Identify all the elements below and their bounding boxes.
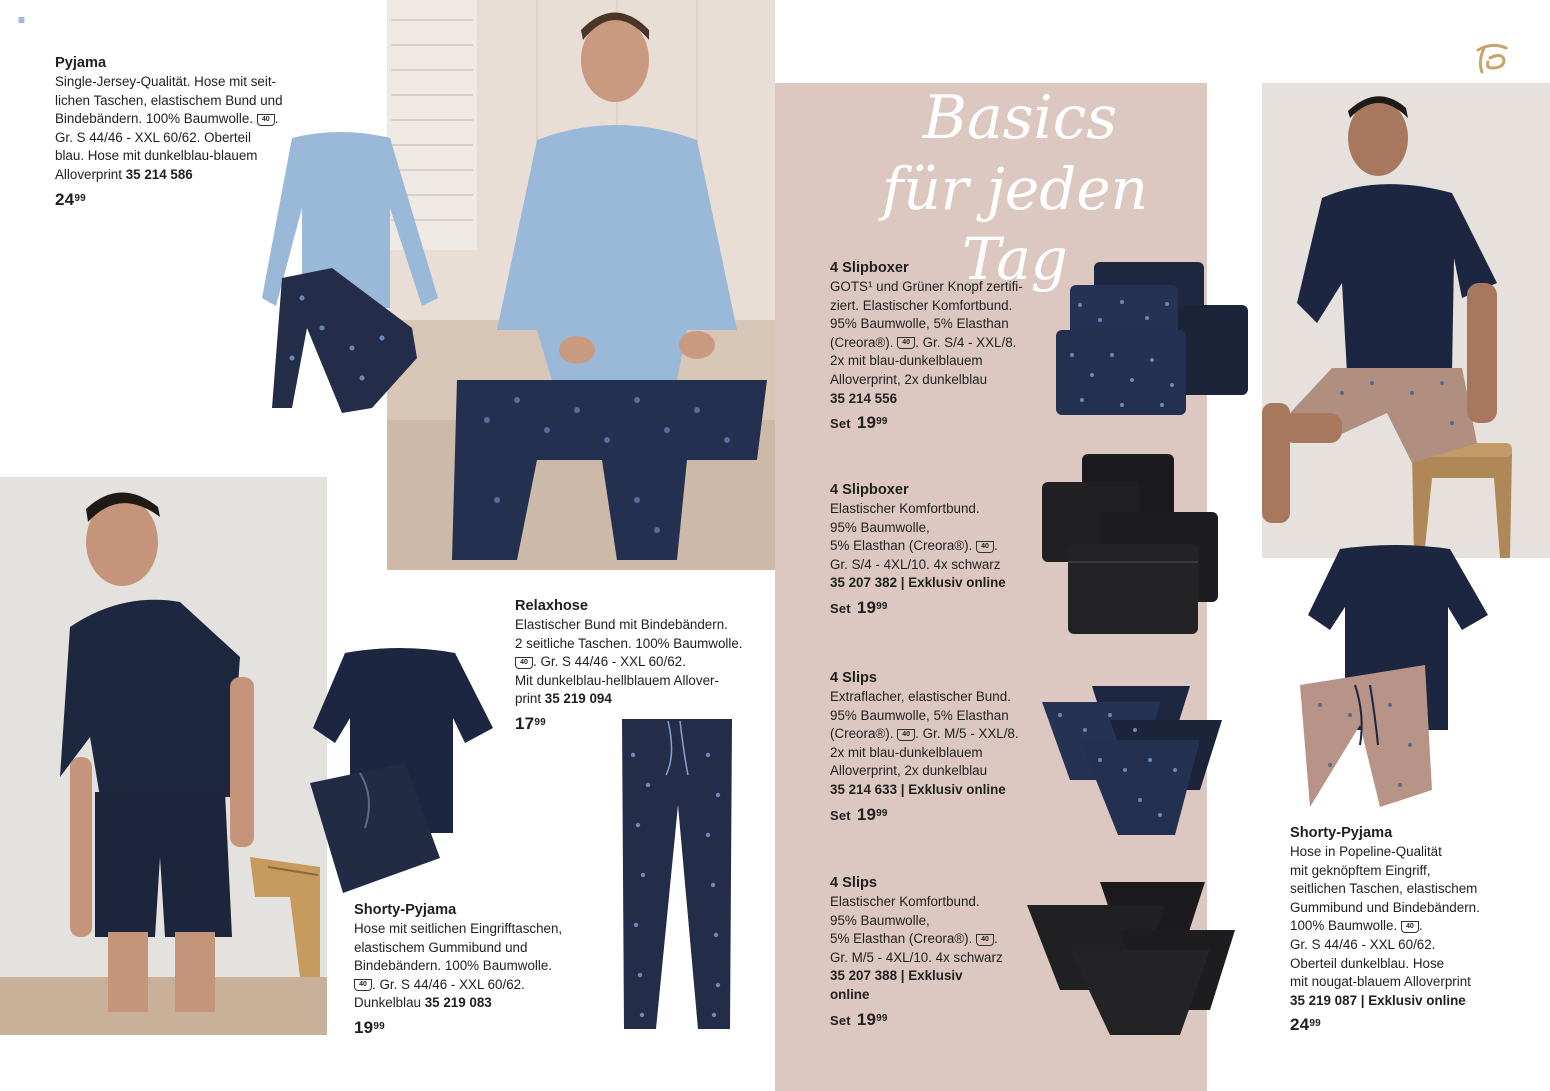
desc-line: (Creora®). [830,726,898,742]
price [830,599,1045,619]
desc-line: Alloverprint, 2x dunkelblau [830,763,988,779]
exclusive-online: Exklusiv online [908,781,1006,797]
product-pyjama: Pyjama Single-Jersey-Qualität. Hose mit seit- lichen Taschen, elastischem Bund und Bindebändern. 100% Baumwolle. 40 . Gr. S 44/46 - XXL 60/62. Oberteil blau. Hose mit dunkelblau-blauem Alloverprint 35 214 586 $24^{99}$ [55,53,295,209]
exclusive-online-cont: online [830,986,870,1002]
price [55,191,295,210]
product-title: 4 Slipboxer [830,482,909,498]
product-slips-2-image [1025,880,1237,1040]
price-cents: 99 [74,192,86,204]
desc-line: Elastischer Komfortbund. [830,894,980,909]
desc-line: 5% Elasthan (Creora®). [830,538,977,554]
article-number: 35 207 382 [830,575,898,591]
price-cents: 99 [534,716,546,728]
desc-line: 100% Baumwolle. [1290,918,1401,934]
article-number: 35 214 586 [125,166,193,182]
article-number: 35 214 556 [830,390,898,406]
price [830,806,1045,826]
product-slipboxer-2: 4 Slipboxer Elastischer Komfortbund. 95% Baumwolle, 5% Elasthan (Creora®). 40 . Gr. S/4 - 4XL/10. 4x schwarz 35 207 382 | Exklusiv online Set $19^{99}$ [830,480,1045,619]
product-shorty-flatlay-left [305,648,495,893]
desc-line: print [515,691,545,707]
wash-symbol-icon: 40 [976,934,994,946]
article-number: 35 207 388 [830,968,898,984]
price-cents: 99 [1309,1018,1321,1030]
price-cents: 99 [876,807,888,819]
desc-line: Gr. S 44/46 - XXL 60/62. [1290,936,1436,952]
desc-line: Oberteil dunkelblau. Hose [1290,955,1445,971]
desc-line: Gr. M/5 - 4XL/10. 4x schwarz [830,949,1003,965]
product-relaxhose [515,596,765,734]
product-title: 4 Slips [830,875,878,891]
article-number: 35 219 083 [424,995,492,1011]
desc-line: mit nougat-blauem Alloverprint [1290,974,1471,990]
photo-man-shorty [0,477,327,1035]
basics-heading-line1: Basics [922,83,1118,153]
wash-symbol-icon: 40 [897,729,915,741]
desc-line: 95% Baumwolle, 5% Elasthan [830,707,1009,723]
price-main: 24 [1290,1015,1310,1035]
product-title: Relaxhose [515,598,589,614]
wash-symbol-icon: 40 [897,337,915,349]
wash-symbol-icon: 40 [976,541,994,553]
tchibo-logo-icon [1472,40,1512,76]
price-main: 19 [856,413,877,433]
desc-line: Extraflacher, elastischer Bund. [830,689,1011,704]
product-title: 4 Slipboxer [830,260,909,276]
photo-man-shorty-right [1262,83,1550,558]
desc-line: GOTS¹ und Grüner Knopf zertifi- [830,279,1023,294]
price-main: 19 [354,1017,374,1037]
exclusive-online: Exklusiv [908,968,963,984]
desc-line: Mit dunkelblau-hellblauem Allover- [515,672,719,688]
article-number: 35 219 087 [1290,992,1358,1008]
desc-line: 5% Elasthan (Creora®). [830,931,977,947]
desc-line: Gr. S 44/46 - XXL 60/62. Oberteil [55,129,252,145]
desc-line: Dunkelblau [354,995,425,1011]
desc-line: Alloverprint [55,166,126,182]
price-main: 19 [856,804,877,824]
desc-line: mit geknöpftem Eingriff, [1290,862,1431,878]
corner-mark-icon: ≡ [18,13,26,27]
product-slips-1: 4 Slips Extraflacher, elastischer Bund. 95% Baumwolle, 5% Elasthan (Creora®). 40 . Gr. M/5 - XXL/8. 2x mit blau-dunkelblauem Alloverprint, 2x dunkelblau 35 214 633 | Exklusiv online Set $19^{99}$ [830,668,1045,825]
desc-line: Elastischer Komfortbund. [830,501,980,516]
product-title: Shorty-Pyjama [1290,825,1393,841]
product-title: 4 Slips [830,670,878,686]
wash-symbol-icon: 40 [354,979,372,991]
desc-line: Gummibund und Bindebändern. [1290,899,1480,915]
exclusive-online: Exklusiv online [1368,992,1466,1008]
desc-line: . Gr. S 44/46 - XXL 60/62. [533,654,686,670]
product-slipboxer-1-image [1052,260,1252,420]
price-main: 19 [856,597,877,617]
wash-symbol-icon: 40 [515,657,533,669]
price-cents: 99 [373,1020,385,1032]
price-cents: 99 [876,600,888,612]
price-main: 19 [856,1009,877,1029]
price [830,414,1045,434]
set-label: Set [830,600,851,616]
price-cents: 99 [876,416,888,428]
set-label: Set [830,807,851,823]
set-label: Set [830,416,851,432]
desc-line: Single-Jersey-Qualität. Hose mit seit- [55,74,277,89]
desc-line: Alloverprint, 2x dunkelblau [830,371,988,387]
desc-line: 2x mit blau-dunkelblauem [830,353,983,369]
desc-line: . [994,538,998,554]
desc-line: lichen Taschen, elastischem Bund und [55,92,283,108]
product-slips-2: 4 Slips Elastischer Komfortbund. 95% Baumwolle, 5% Elasthan (Creora®). 40 . Gr. M/5 - 4XL/10. 4x schwarz 35 207 388 | Exklusiv online Set $19^{99}$ [830,873,1030,1030]
desc-line: (Creora®). [830,334,898,350]
desc-line: Bindebändern. 100% Baumwolle. [55,111,257,127]
product-slipboxer-2-image [1040,452,1220,637]
product-shorty-pyjama-left [354,900,594,1038]
price [830,1011,1030,1031]
desc-line: Hose mit seitlichen Eingrifftaschen, [354,921,563,936]
desc-line: 95% Baumwolle, 5% Elasthan [830,316,1009,332]
basics-heading-line2: für jeden Tag [881,155,1149,293]
desc-line: 95% Baumwolle, [830,519,930,535]
desc-line: 95% Baumwolle, [830,912,930,928]
desc-line: Hose in Popeline-Qualität [1290,844,1442,859]
desc-line: Gr. S/4 - 4XL/10. 4x schwarz [830,556,1001,572]
price-cents: 99 [876,1012,888,1024]
wash-symbol-icon: 40 [1401,921,1419,933]
desc-line: . Gr. S/4 - XXL/8. [915,334,1017,350]
product-shorty-flatlay-right [1300,545,1490,810]
desc-line: ziert. Elastischer Komfortbund. [830,297,1013,313]
article-number: 35 214 633 [830,781,898,797]
product-shorty-pyjama-right: Shorty-Pyjama Hose in Popeline-Qualität mit geknöpftem Eingriff, seitlichen Taschen, elastischem Gummibund und Bindebändern. 100% Baumwolle. 40 . Gr. S 44/46 - XXL 60/62. Oberteil dunkelblau. Hose mit nougat-blauem Alloverprint 35 219 087 | Exklusiv online $24^{99}$ [1290,823,1540,1035]
desc-line: seitlichen Taschen, elastischem [1290,881,1478,897]
desc-line: . [1418,918,1423,934]
product-title: Shorty-Pyjama [354,902,457,918]
price [1290,1016,1540,1035]
price-main: 24 [55,189,75,209]
desc-line: . Gr. S 44/46 - XXL 60/62. [372,976,525,992]
article-number: 35 219 094 [544,691,612,707]
product-slipboxer-1 [830,258,1045,434]
price [354,1019,594,1038]
desc-line: 2 seitliche Taschen. 100% Baumwolle. [515,635,743,651]
product-title: Pyjama [55,55,107,71]
desc-line: . [994,931,998,947]
photo-man-pyjama [387,0,775,570]
desc-line: blau. Hose mit dunkelblau-blauem [55,148,258,164]
set-label: Set [830,1012,851,1028]
desc-line: . Gr. M/5 - XXL/8. [915,726,1019,742]
product-slips-1-image [1040,680,1225,840]
product-relaxhose-flatlay [618,715,736,1033]
desc-line: elastischem Gummibund und [354,939,528,955]
desc-line: Bindebändern. 100% Baumwolle. [354,958,553,974]
exclusive-online: Exklusiv online [908,575,1006,591]
desc-line: Elastischer Bund mit Bindebändern. [515,617,728,632]
price-main: 17 [515,713,535,733]
desc-line: 2x mit blau-dunkelblauem [830,744,983,760]
wash-symbol-icon: 40 [257,114,275,126]
